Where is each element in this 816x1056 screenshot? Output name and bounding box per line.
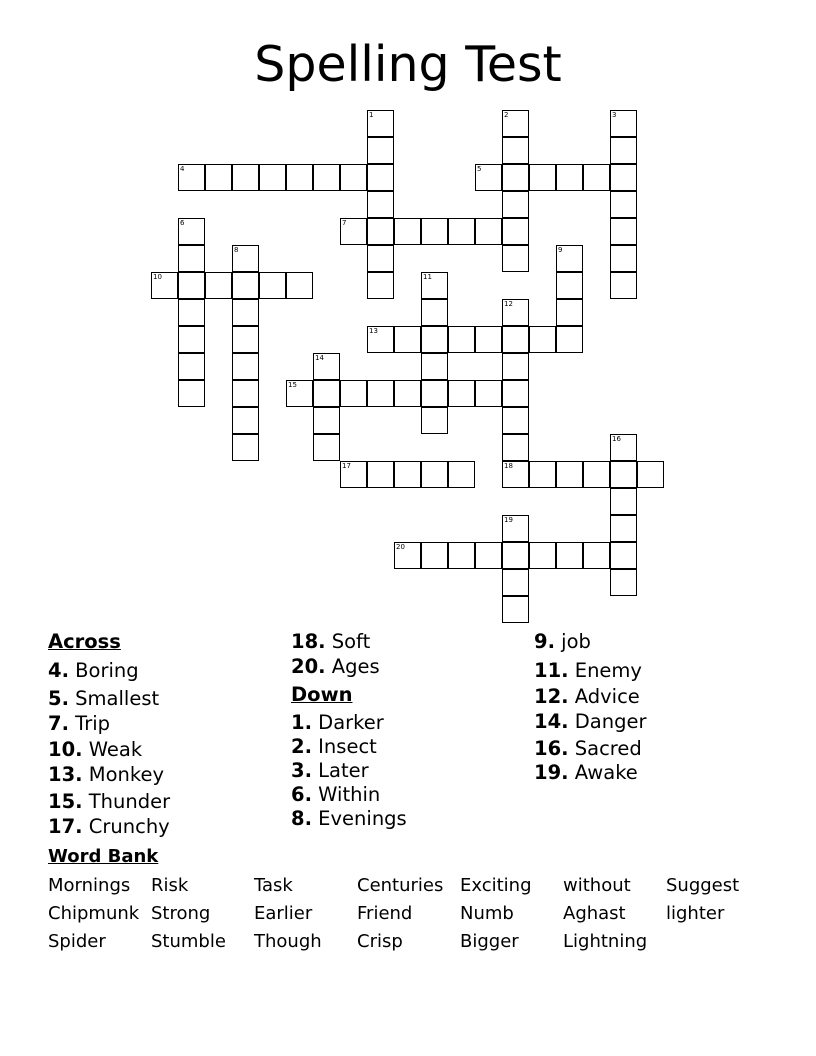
grid-cell[interactable] [421,326,448,353]
clue-item-text: Evenings [311,807,407,830]
clue-number: 14 [315,354,324,362]
grid-cell[interactable] [610,461,637,488]
grid-cell[interactable] [637,461,664,488]
clue-item-number: 11. [534,659,569,682]
grid-cell[interactable] [475,542,502,569]
grid-cell[interactable] [448,380,475,407]
grid-cell[interactable] [556,245,583,272]
grid-cell[interactable] [178,380,205,407]
clue-item-number: 19. [534,761,569,784]
grid-cell[interactable] [556,542,583,569]
grid-cell[interactable] [178,272,205,299]
clue-item-text: Smallest [68,687,160,710]
grid-cell[interactable] [610,569,637,596]
grid-cell[interactable] [421,380,448,407]
word-bank-word: Task [254,875,293,896]
clue-item [534,659,642,682]
clue-item [291,735,377,758]
grid-cell[interactable] [340,380,367,407]
clue-item-number: 6. [291,783,312,806]
clue-item-number: 2. [291,735,312,758]
grid-cell[interactable] [394,326,421,353]
grid-cell[interactable] [313,407,340,434]
grid-cell[interactable] [394,380,421,407]
clue-item [48,790,170,813]
clue-item-number: 16. [534,737,569,760]
grid-cell[interactable] [178,218,205,245]
word-bank-word: Risk [151,875,189,896]
grid-cell[interactable] [502,245,529,272]
grid-cell[interactable] [313,164,340,191]
clue-item [534,685,640,708]
clue-number: 6 [180,219,185,227]
grid-cell[interactable] [367,110,394,137]
grid-cell[interactable] [529,542,556,569]
clue-item-number: 15. [48,790,83,813]
grid-cell[interactable] [529,326,556,353]
grid-cell[interactable] [502,407,529,434]
grid-cell[interactable] [232,164,259,191]
word-bank-word: without [563,875,631,896]
clue-item-text: job [554,630,591,653]
grid-cell[interactable] [178,245,205,272]
word-bank-word: Friend [357,903,413,924]
grid-cell[interactable] [367,191,394,218]
grid-cell[interactable] [502,542,529,569]
grid-cell[interactable] [475,380,502,407]
grid-cell[interactable] [421,272,448,299]
grid-cell[interactable] [367,326,394,353]
word-bank-word: Aghast [563,903,626,924]
grid-cell[interactable] [610,272,637,299]
clue-number: 12 [504,300,513,308]
grid-cell[interactable] [610,434,637,461]
grid-cell[interactable] [502,218,529,245]
grid-cell[interactable] [583,461,610,488]
clue-item [534,710,646,733]
clue-number: 5 [477,165,482,173]
clue-number: 9 [558,246,563,254]
word-bank-word: Bigger [460,931,519,952]
grid-cell[interactable] [286,272,313,299]
grid-cell[interactable] [232,407,259,434]
clue-item-number: 14. [534,710,569,733]
clue-item-text: Enemy [568,659,642,682]
grid-cell[interactable] [475,164,502,191]
clue-item-text: Soft [325,630,371,653]
grid-cell[interactable] [232,380,259,407]
grid-cell[interactable] [313,353,340,380]
grid-cell[interactable] [502,326,529,353]
clue-item [48,763,164,786]
grid-cell[interactable] [367,461,394,488]
clue-item-text: Sacred [568,737,642,760]
clue-item [291,807,407,830]
clue-item-text: Insect [311,735,377,758]
grid-cell[interactable] [475,218,502,245]
grid-cell[interactable] [610,488,637,515]
grid-cell[interactable] [610,191,637,218]
grid-cell[interactable] [529,164,556,191]
grid-cell[interactable] [421,542,448,569]
clue-item-number: 18. [291,630,326,653]
clue-item-number: 7. [48,712,69,735]
grid-cell[interactable] [367,218,394,245]
word-bank-word: Numb [460,903,514,924]
clue-item-text: Monkey [82,763,164,786]
clue-item [291,759,369,782]
word-bank-word: Spider [48,931,106,952]
clue-item [48,712,110,735]
grid-cell[interactable] [205,272,232,299]
word-bank-word: Exciting [460,875,532,896]
grid-cell[interactable] [259,164,286,191]
clue-item [48,815,170,838]
clue-item [534,761,638,784]
grid-cell[interactable] [502,110,529,137]
grid-cell[interactable] [556,461,583,488]
grid-cell[interactable] [475,326,502,353]
grid-cell[interactable] [610,542,637,569]
grid-cell[interactable] [448,218,475,245]
clue-item-text: Within [311,783,381,806]
grid-cell[interactable] [205,164,232,191]
clue-item-number: 5. [48,687,69,710]
clue-number: 16 [612,435,621,443]
clue-item [534,737,642,760]
word-bank-word: Chipmunk [48,903,140,924]
grid-cell[interactable] [286,164,313,191]
grid-cell[interactable] [448,542,475,569]
grid-cell[interactable] [529,461,556,488]
grid-cell[interactable] [367,380,394,407]
clue-item-number: 3. [291,759,312,782]
grid-cell[interactable] [340,164,367,191]
grid-cell[interactable] [178,164,205,191]
grid-cell[interactable] [232,353,259,380]
grid-cell[interactable] [313,380,340,407]
grid-cell[interactable] [232,326,259,353]
clue-number: 7 [342,219,347,227]
clue-item [291,630,370,653]
grid-cell[interactable] [394,542,421,569]
clue-number: 20 [396,543,405,551]
grid-cell[interactable] [394,461,421,488]
grid-cell[interactable] [610,515,637,542]
clue-item-text: Awake [568,761,638,784]
clue-item-text: Boring [68,659,139,682]
word-bank-word: lighter [666,903,725,924]
clue-item-number: 13. [48,763,83,786]
grid-cell[interactable] [610,218,637,245]
page-title: Spelling Test [254,36,562,93]
clue-item-number: 17. [48,815,83,838]
grid-cell[interactable] [232,434,259,461]
grid-cell[interactable] [340,461,367,488]
grid-cell[interactable] [421,461,448,488]
grid-cell[interactable] [610,164,637,191]
clue-item-text: Later [311,759,369,782]
clue-item-number: 4. [48,659,69,682]
clue-item-text: Danger [568,710,647,733]
word-bank-word: Lightning [563,931,648,952]
word-bank-word: Mornings [48,875,131,896]
clue-item-text: Darker [311,711,384,734]
grid-cell[interactable] [448,326,475,353]
grid-cell[interactable] [502,137,529,164]
word-bank-word: Strong [151,903,211,924]
grid-cell[interactable] [151,272,178,299]
grid-cell[interactable] [556,326,583,353]
word-bank-word: Earlier [254,903,313,924]
grid-cell[interactable] [367,272,394,299]
down-heading: Down [291,683,353,706]
clue-item [48,687,159,710]
clue-item-number: 9. [534,630,555,653]
word-bank-word: Stumble [151,931,226,952]
grid-cell[interactable] [502,569,529,596]
clue-number: 18 [504,462,513,470]
clue-number: 1 [369,111,374,119]
clue-item-number: 1. [291,711,312,734]
grid-cell[interactable] [502,515,529,542]
grid-cell[interactable] [502,596,529,623]
grid-cell[interactable] [610,110,637,137]
clue-item-number: 20. [291,655,326,678]
clue-number: 19 [504,516,513,524]
clue-number: 10 [153,273,162,281]
clue-item-text: Crunchy [82,815,170,838]
clue-item [48,738,142,761]
grid-cell[interactable] [556,272,583,299]
word-bank-word: Crisp [357,931,403,952]
grid-cell[interactable] [448,461,475,488]
clue-item-text: Advice [568,685,640,708]
grid-cell[interactable] [502,434,529,461]
grid-cell[interactable] [394,218,421,245]
clue-item-text: Trip [68,712,111,735]
grid-cell[interactable] [232,245,259,272]
word-bank-word: Though [254,931,322,952]
grid-cell[interactable] [421,299,448,326]
clue-item-number: 8. [291,807,312,830]
grid-cell[interactable] [232,299,259,326]
clue-item-text: Ages [325,655,380,678]
clue-item-text: Thunder [82,790,171,813]
grid-cell[interactable] [259,272,286,299]
grid-cell[interactable] [583,164,610,191]
grid-cell[interactable] [556,299,583,326]
grid-cell[interactable] [502,191,529,218]
clue-number: 17 [342,462,351,470]
grid-cell[interactable] [232,272,259,299]
clue-item [534,630,591,653]
across-heading: Across [48,630,121,653]
grid-cell[interactable] [610,137,637,164]
grid-cell[interactable] [610,245,637,272]
clue-number: 11 [423,273,432,281]
clue-item [291,655,380,678]
grid-cell[interactable] [502,353,529,380]
word-bank-heading: Word Bank [48,846,159,867]
grid-cell[interactable] [502,164,529,191]
grid-cell[interactable] [502,299,529,326]
clue-number: 4 [180,165,185,173]
clue-number: 15 [288,381,297,389]
grid-cell[interactable] [502,461,529,488]
clue-item [291,783,380,806]
clue-number: 2 [504,111,509,119]
grid-cell[interactable] [421,353,448,380]
grid-cell[interactable] [178,299,205,326]
grid-cell[interactable] [367,245,394,272]
grid-cell[interactable] [178,326,205,353]
grid-cell[interactable] [178,353,205,380]
clue-item [291,711,384,734]
clue-item-number: 12. [534,685,569,708]
grid-cell[interactable] [583,542,610,569]
clue-number: 3 [612,111,617,119]
word-bank-word: Suggest [666,875,740,896]
grid-cell[interactable] [367,164,394,191]
clue-item [48,659,139,682]
grid-cell[interactable] [367,137,394,164]
word-bank-word: Centuries [357,875,444,896]
grid-cell[interactable] [340,218,367,245]
grid-cell[interactable] [421,218,448,245]
clue-item-text: Weak [82,738,143,761]
grid-cell[interactable] [556,164,583,191]
grid-cell[interactable] [421,407,448,434]
grid-cell[interactable] [286,380,313,407]
clue-item-number: 10. [48,738,83,761]
clue-number: 13 [369,327,378,335]
clue-number: 8 [234,246,239,254]
grid-cell[interactable] [502,380,529,407]
grid-cell[interactable] [313,434,340,461]
